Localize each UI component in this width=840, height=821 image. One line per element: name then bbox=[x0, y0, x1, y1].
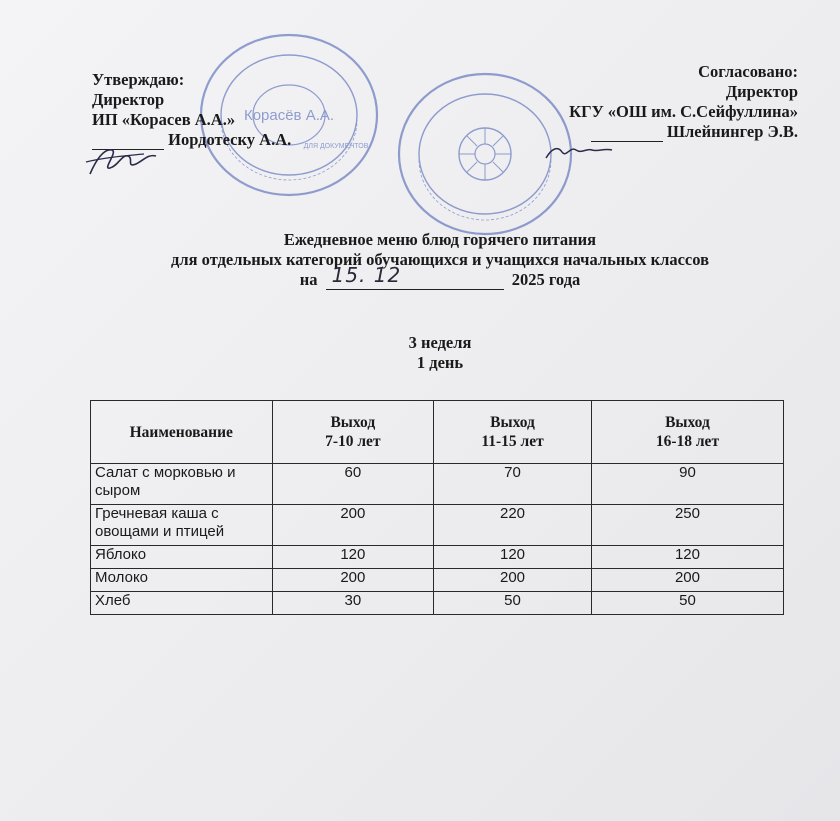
header-age-7-10 bbox=[272, 401, 434, 464]
approve-position: Директор bbox=[92, 90, 165, 109]
date-suffix: 2025 года bbox=[511, 270, 581, 289]
cell-name: Яблоко bbox=[91, 546, 273, 569]
table-row bbox=[91, 592, 784, 615]
table-row bbox=[91, 546, 784, 569]
menu-table bbox=[90, 400, 784, 615]
document-title bbox=[0, 230, 840, 290]
cell-name: Салат с морковью и сыром bbox=[91, 464, 273, 505]
date-prefix: на bbox=[299, 270, 318, 289]
stamp-center-text: Корасёв А.А. bbox=[243, 107, 335, 124]
approval-block bbox=[92, 70, 291, 150]
header-subtext: 7-10 лет bbox=[325, 433, 381, 450]
cell-value: 90 bbox=[591, 464, 783, 505]
day-label: 1 день bbox=[416, 353, 464, 372]
cell-value: 50 bbox=[434, 592, 592, 615]
approve-org: ИП «Корасев А.А.» bbox=[92, 110, 236, 129]
signature-line bbox=[92, 131, 164, 150]
cell-value: 30 bbox=[272, 592, 434, 615]
cell-value: 120 bbox=[591, 546, 783, 569]
title-line-2: для отдельных категорий обучающихся и учащихся начальных классов bbox=[171, 250, 709, 269]
title-line-1: Ежедневное меню блюд горячего питания bbox=[283, 230, 597, 249]
header-age-16-18 bbox=[591, 401, 783, 464]
emblem-icon bbox=[459, 128, 511, 180]
cell-value: 200 bbox=[434, 569, 592, 592]
header-name-text: Наименование bbox=[129, 423, 233, 441]
agreement-block bbox=[569, 62, 798, 142]
right-stamp bbox=[392, 70, 578, 238]
table-row bbox=[91, 505, 784, 546]
title-date-line bbox=[0, 263, 840, 290]
week-day-block bbox=[0, 333, 840, 373]
table-row bbox=[91, 464, 784, 505]
agree-signature-line bbox=[569, 122, 798, 142]
cell-value: 200 bbox=[591, 569, 783, 592]
stamp-small-text: ДЛЯ ДОКУМЕНТОВ bbox=[303, 143, 369, 150]
agree-signer: Шлейнингер Э.В. bbox=[666, 122, 798, 141]
header-subtext: 11-15 лет bbox=[481, 433, 544, 450]
header-text: Выход bbox=[665, 414, 710, 431]
cell-value: 200 bbox=[272, 569, 434, 592]
cell-value: 60 bbox=[272, 464, 434, 505]
table-header-row bbox=[91, 401, 784, 464]
date-handwritten: 15. 12 bbox=[331, 263, 402, 287]
cell-name: Молоко bbox=[91, 569, 273, 592]
header-name bbox=[91, 401, 273, 464]
signature-line bbox=[591, 123, 663, 142]
date-field bbox=[326, 263, 504, 290]
cell-name: Гречневая каша с овощами и птицей bbox=[91, 505, 273, 546]
approve-label: Утверждаю: bbox=[92, 70, 185, 89]
cell-value: 200 bbox=[272, 505, 434, 546]
approve-signer: Иордотеску А.А. bbox=[168, 130, 292, 149]
cell-name: Хлеб bbox=[91, 592, 273, 615]
table-row bbox=[91, 569, 784, 592]
cell-value: 120 bbox=[434, 546, 592, 569]
header-text: Выход bbox=[330, 414, 376, 431]
cell-value: 250 bbox=[591, 505, 783, 546]
cell-value: 120 bbox=[272, 546, 434, 569]
week-label: 3 неделя bbox=[408, 333, 472, 352]
cell-value: 220 bbox=[434, 505, 592, 546]
header-text: Выход bbox=[490, 414, 535, 431]
header-subtext: 16-18 лет bbox=[655, 433, 720, 450]
agree-position: Директор bbox=[725, 82, 798, 101]
cell-value: 50 bbox=[591, 592, 783, 615]
agree-org: КГУ «ОШ им. С.Сейфуллина» bbox=[569, 102, 798, 121]
agree-label: Согласовано: bbox=[698, 62, 798, 81]
cell-value: 70 bbox=[434, 464, 592, 505]
approve-signature-line bbox=[92, 130, 291, 150]
header-age-11-15 bbox=[434, 401, 592, 464]
